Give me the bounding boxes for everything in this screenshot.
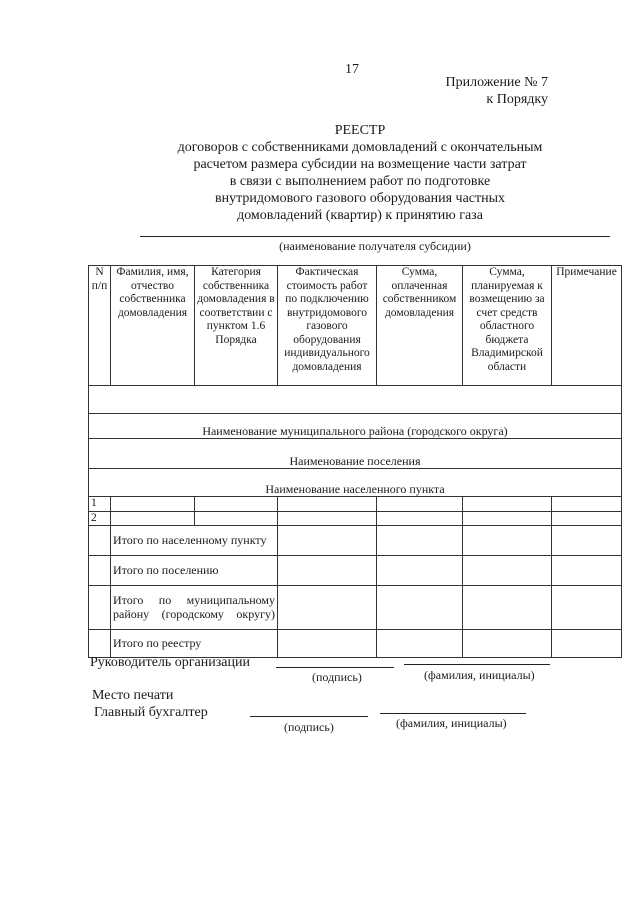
total-registry-row — [89, 630, 622, 658]
total-locality-row — [89, 526, 622, 556]
district-row — [89, 414, 622, 439]
recipient-caption: (наименование получателя субсидии) — [279, 239, 471, 253]
accountant-signature-caption: (подпись) — [284, 720, 334, 734]
document-title — [140, 122, 580, 224]
head-label: Руководитель организации — [90, 655, 250, 670]
table-row — [89, 497, 622, 512]
total-district-row — [89, 586, 622, 630]
page-number: 17 — [345, 62, 359, 77]
appendix-note — [436, 74, 548, 108]
head-name-line — [404, 664, 550, 665]
header-cell: Сумма, оплаченная собственником домовладения — [377, 266, 463, 386]
total-district-label: Итого по муниципальному району (городскому округу) — [111, 586, 278, 630]
head-signature-caption: (подпись) — [312, 670, 362, 684]
header-cell: Категория собственника домовладения в соответствии с пунктом 1.6 Порядка — [195, 266, 278, 386]
head-name-caption: (фамилия, инициалы) — [424, 668, 535, 682]
appendix-line-1: Приложение № 7 — [445, 75, 548, 90]
table-row — [89, 511, 622, 526]
header-cell: Сумма, планируемая к возмещению за счет средств областного бюджета Владимирской области — [463, 266, 552, 386]
total-locality-label: Итого по населенному пункту — [111, 526, 278, 556]
subtitle-line: в связи с выполнением работ по подготовке — [229, 174, 491, 189]
accountant-signature-line — [250, 716, 368, 717]
header-cell: Примечание — [552, 266, 622, 386]
stamp-label: Место печати — [92, 688, 174, 703]
accountant-name-line — [380, 713, 526, 714]
header-cell: Фактическая стоимость работ по подключению внутридомового газового оборудования индивидуального домовладения — [278, 266, 377, 386]
header-cell: N п/п — [89, 266, 111, 386]
accountant-name-caption: (фамилия, инициалы) — [396, 716, 507, 730]
row-number: 1 — [89, 497, 111, 512]
district-label: Наименование муниципального района (городского округа) — [89, 414, 622, 439]
appendix-line-2: к Порядку — [486, 92, 548, 107]
head-signature-line — [276, 667, 394, 668]
subtitle-line: расчетом размера субсидии на возмещение части затрат — [193, 157, 527, 172]
settlement-row — [89, 439, 622, 469]
empty-row — [89, 386, 622, 414]
registry-table — [88, 265, 622, 658]
subtitle-line: договоров с собственниками домовладений с окончательным — [177, 140, 543, 155]
recipient-field-line — [140, 236, 610, 237]
row-number: 2 — [89, 511, 111, 526]
total-registry-label: Итого по реестру — [111, 630, 278, 658]
settlement-label: Наименование поселения — [89, 439, 622, 469]
title: РЕЕСТР — [334, 123, 386, 138]
locality-row — [89, 469, 622, 497]
header-cell: Фамилия, имя, отчество собственника домовладения — [111, 266, 195, 386]
locality-label: Наименование населенного пункта — [89, 469, 622, 497]
subtitle-line: внутридомового газового оборудования частных — [214, 191, 506, 206]
total-settlement-row — [89, 556, 622, 586]
accountant-label: Главный бухгалтер — [94, 705, 208, 720]
table-header-row — [89, 266, 622, 386]
total-settlement-label: Итого по поселению — [111, 556, 278, 586]
subtitle-line: домовладений (квартир) к принятию газа — [237, 208, 483, 223]
